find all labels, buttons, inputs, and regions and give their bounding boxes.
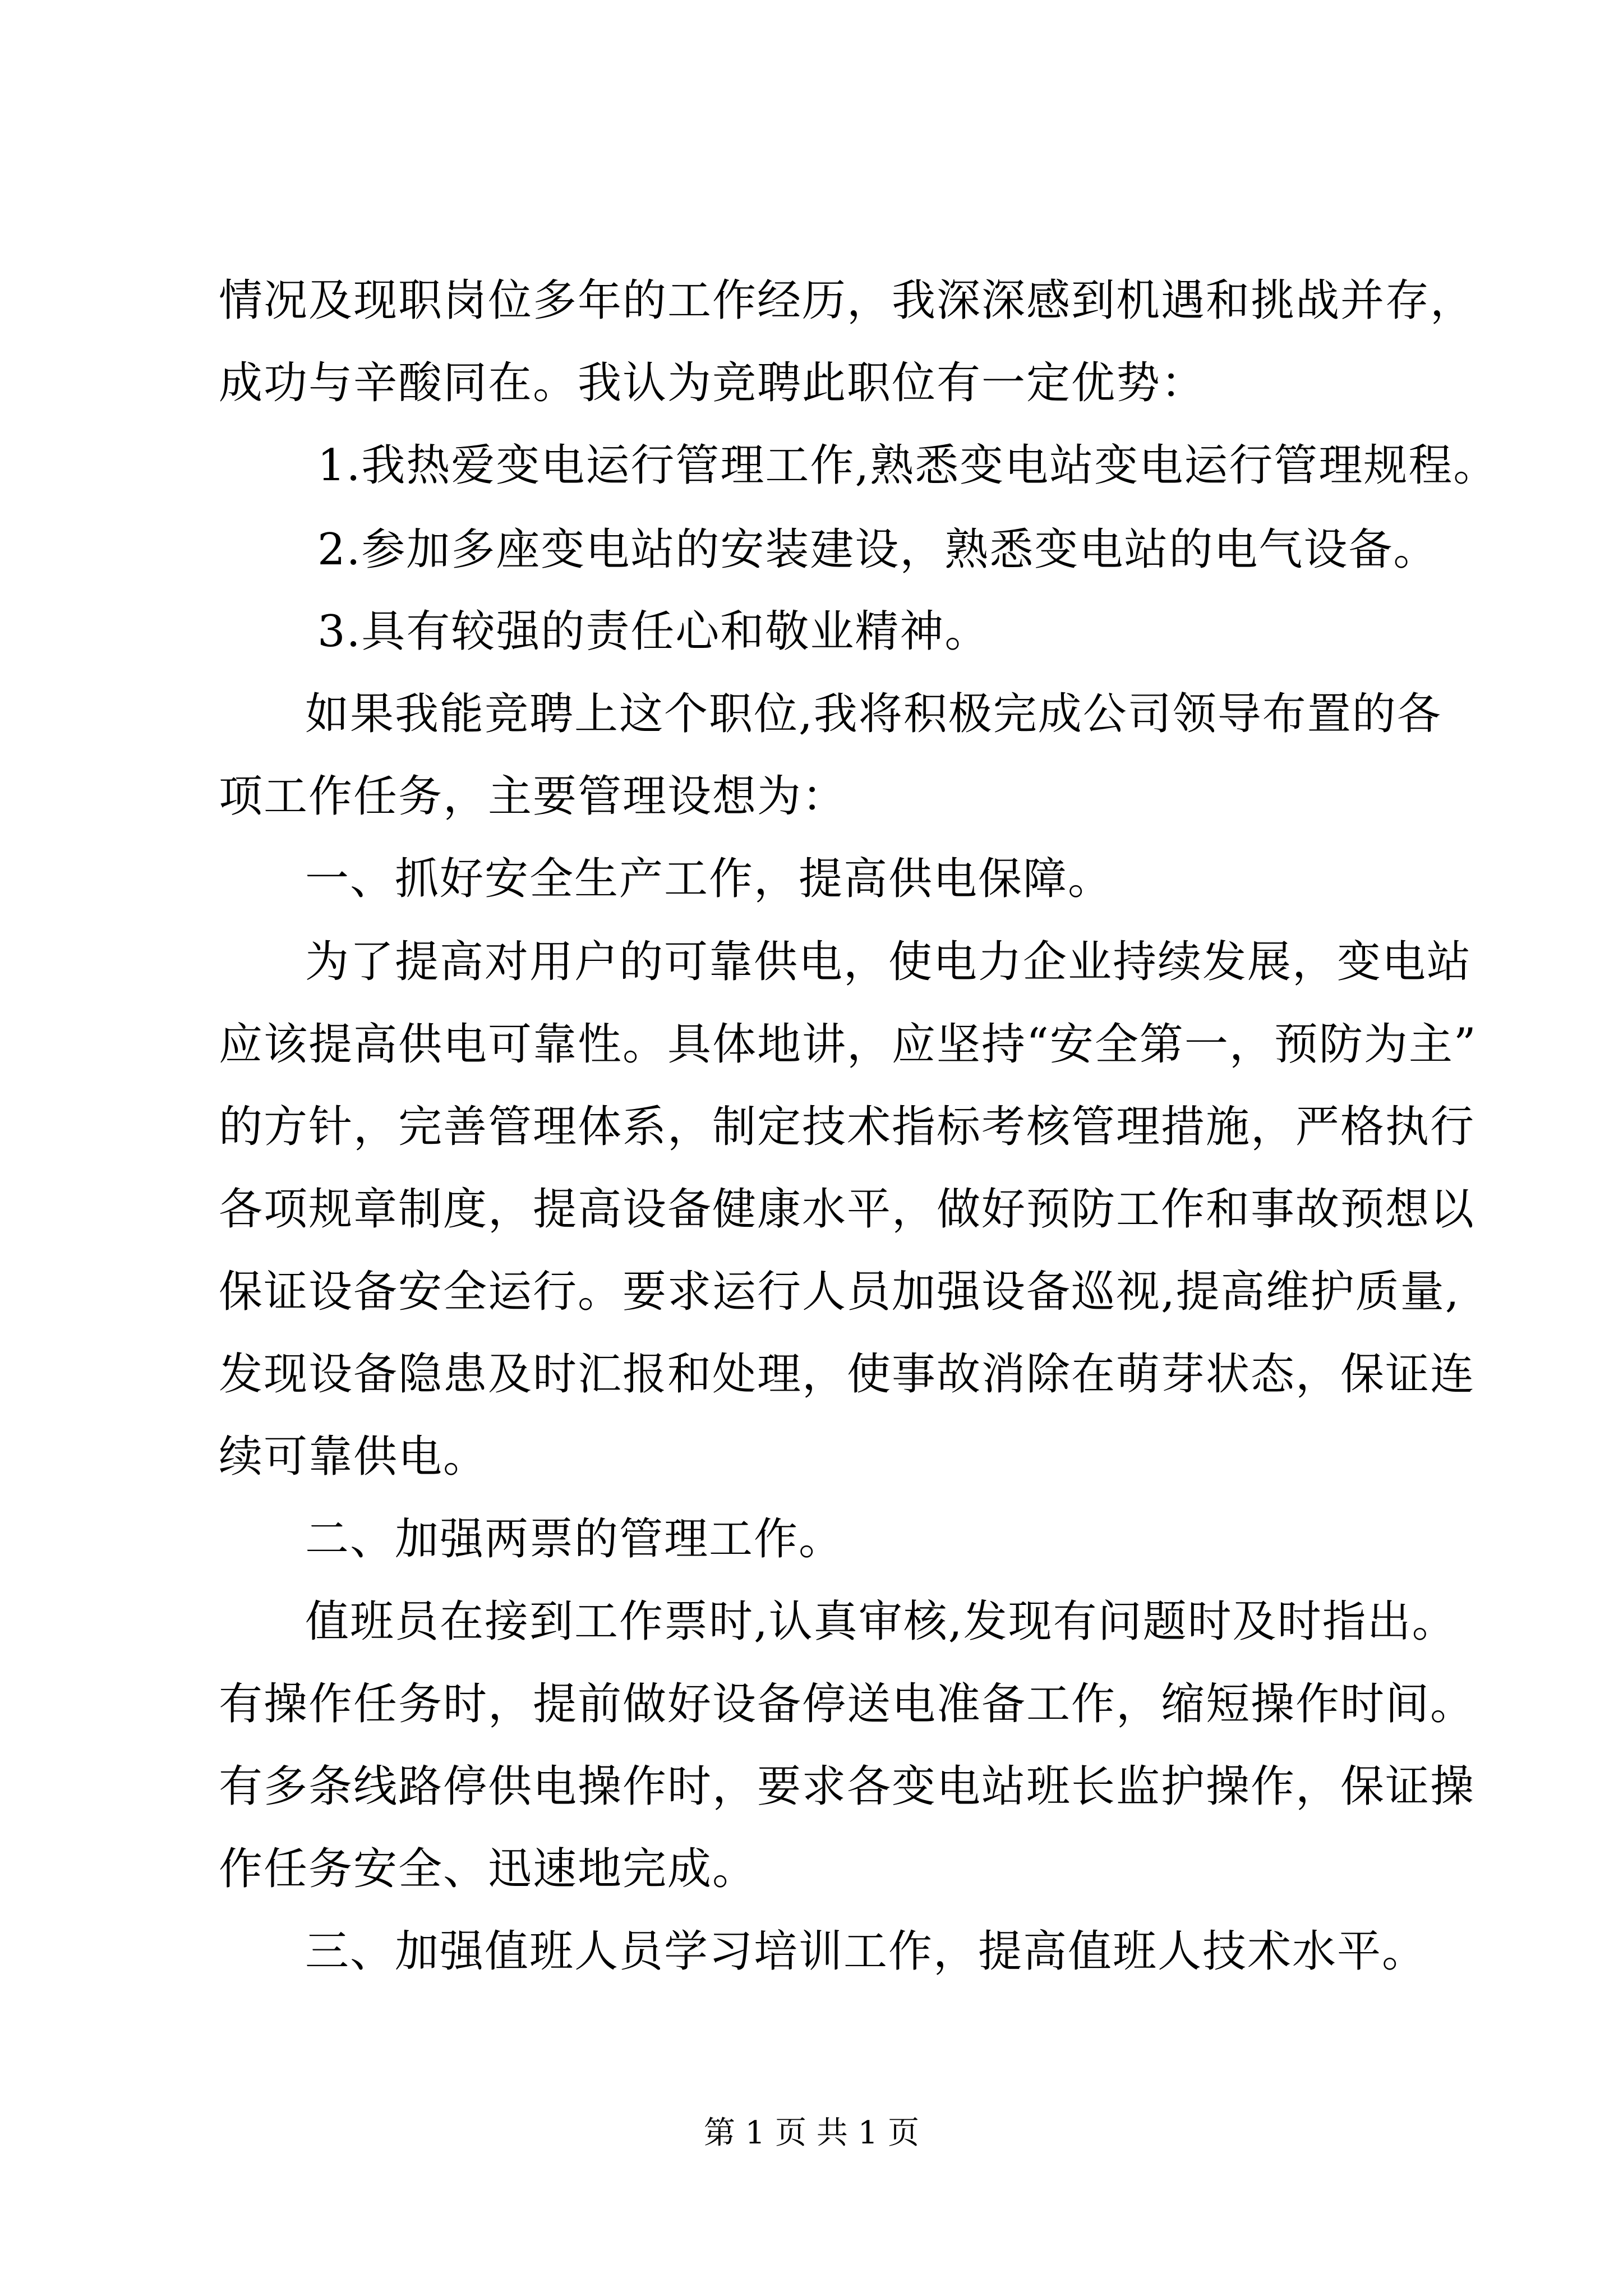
text-line-9: 为了提高对用户的可靠供电，使电力企业持续发展，变电站 (305, 937, 1472, 987)
section-heading-2: 二、加强两票的管理工作。 (305, 1514, 844, 1565)
section-heading-1: 一、抓好安全生产工作，提高供电保障。 (305, 854, 1113, 904)
text-line-20: 作任务安全、迅速地完成。 (219, 1844, 758, 1894)
list-item-1: 1.我热爱变电运行管理工作,熟悉变电站变电运行管理规程。 (317, 440, 1498, 491)
text-line-14: 发现设备隐患及时汇报和处理，使事故消除在萌芽状态，保证连 (219, 1349, 1476, 1400)
text-line-10: 应该提高供电可靠性。具体地讲，应坚持“安全第一，预防为主” (219, 1019, 1477, 1070)
text-line-1: 情况及现职岗位多年的工作经历，我深深感到机遇和挑战并存， (219, 275, 1476, 326)
list-item-3: 3.具有较强的责任心和敬业精神。 (317, 606, 990, 657)
text-line-17: 值班员在接到工作票时,认真审核,发现有问题时及时指出。 (305, 1596, 1457, 1647)
text-line-13: 保证设备安全运行。要求运行人员加强设备巡视,提高维护质量, (219, 1267, 1460, 1317)
text-line-7: 项工作任务，主要管理设想为： (219, 771, 847, 822)
page-footer: 第 1 页 共 1 页 (703, 2115, 920, 2151)
text-line-19: 有多条线路停供电操作时，要求各变电站班长监护操作，保证操 (219, 1761, 1476, 1812)
text-line-6: 如果我能竞聘上这个职位,我将积极完成公司领导布置的各 (305, 689, 1442, 739)
text-line-2: 成功与辛酸同在。我认为竞聘此职位有一定优势： (219, 358, 1206, 408)
text-line-18: 有操作任务时，提前做好设备停送电准备工作，缩短操作时间。 (219, 1679, 1476, 1729)
list-item-2: 2.参加多座变电站的安装建设，熟悉变电站的电气设备。 (317, 524, 1438, 575)
section-heading-3: 三、加强值班人员学习培训工作，提高值班人技术水平。 (305, 1926, 1427, 1977)
text-line-12: 各项规章制度，提高设备健康水平，做好预防工作和事故预想以 (219, 1184, 1476, 1235)
text-line-15: 续可靠供电。 (219, 1432, 488, 1482)
text-line-11: 的方针，完善管理体系，制定技术指标考核管理措施，严格执行 (219, 1102, 1476, 1152)
